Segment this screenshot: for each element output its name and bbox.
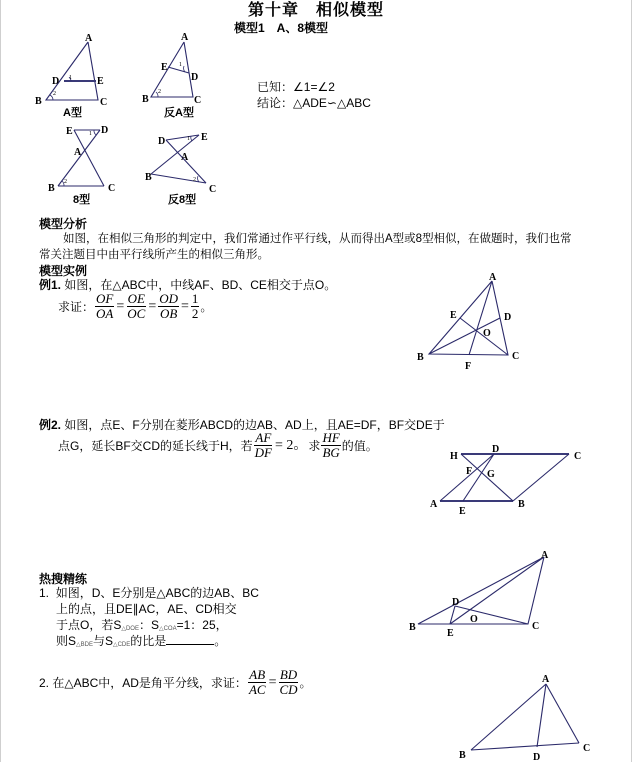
segment-bc xyxy=(471,743,579,750)
label-d: D xyxy=(158,136,166,147)
label-c: C xyxy=(108,183,116,194)
practice-heading: 热搜精练 xyxy=(39,572,88,586)
caption-reverse-eight-type: 反8型 xyxy=(168,194,197,206)
fraction-numerator: AB xyxy=(249,667,266,682)
triangle-abc xyxy=(429,281,508,355)
label-angle-2: 2 xyxy=(64,179,67,185)
answer-blank[interactable] xyxy=(166,633,214,645)
example1-text: 如图，在△ABC中，中线AF、BD、CE相交于点O。 xyxy=(64,278,337,292)
chapter-title: 第十章 相似模型 xyxy=(248,2,385,19)
equals-sign: = xyxy=(268,674,277,690)
figure-a-type xyxy=(35,33,107,119)
model-title: 模型1 A、8模型 xyxy=(234,21,329,35)
angle-2-arc xyxy=(198,176,199,182)
fraction-denominator: CD xyxy=(279,682,298,697)
ask-text: 求 xyxy=(308,438,321,453)
label-e: E xyxy=(450,310,457,321)
fraction-bd-cd xyxy=(278,668,298,697)
label-angle-1: 1 xyxy=(69,75,72,81)
figure-eight-type xyxy=(48,125,115,206)
label-a: A xyxy=(542,674,550,685)
example1-figure xyxy=(417,272,519,372)
label-b: B xyxy=(518,499,525,510)
equals-sign: = xyxy=(116,298,125,314)
practice1-line2: 上的点，且DE∥AC，AE、CD相交 xyxy=(56,602,237,616)
label-f: F xyxy=(466,466,473,477)
fraction-hf-bg xyxy=(321,431,340,460)
label-angle-2: 2 xyxy=(53,91,56,97)
median-af xyxy=(469,281,492,355)
segment-cb xyxy=(513,454,569,501)
practice1-line4 xyxy=(56,633,226,653)
analysis-paragraph-line1: 如图，在相似三角形的判定中，我们常通过作平行线，从而得出A型或8型相似，在做题时，我们也常 xyxy=(63,233,572,245)
given-ratio-value: = 2。 xyxy=(275,437,308,453)
text-fragment: ：S xyxy=(138,618,159,632)
label-b: B xyxy=(417,352,424,363)
figure-reverse-eight-type xyxy=(145,132,216,206)
text-fragment: 。 xyxy=(214,634,227,648)
fraction-numerator: AF xyxy=(255,430,272,445)
label-angle-1: 1 xyxy=(179,62,182,68)
label-b: B xyxy=(35,96,42,107)
fraction-numerator: OF xyxy=(96,291,114,306)
label-o: O xyxy=(483,328,491,339)
text-fragment: 则S xyxy=(56,634,77,648)
conclusion-value: △ADE∽△ABC xyxy=(293,96,371,110)
label-c: C xyxy=(209,184,217,195)
text-fragment: =1：25， xyxy=(176,618,228,632)
label-c: C xyxy=(583,743,591,754)
segment-ab xyxy=(471,684,546,750)
figure-reverse-a-type xyxy=(142,32,201,119)
period: 。 xyxy=(200,299,213,314)
label-h: H xyxy=(450,451,458,462)
caption-reverse-a-type: 反A型 xyxy=(164,107,194,119)
fraction-denominator: OA xyxy=(96,306,114,321)
label-e: E xyxy=(201,132,208,143)
label-g: G xyxy=(487,469,495,480)
given-line xyxy=(257,79,335,95)
label-c: C xyxy=(532,621,540,632)
fraction-denominator: 2 xyxy=(191,306,199,321)
fraction-denominator: BG xyxy=(322,445,340,460)
subscript-bde: △BDE xyxy=(76,642,93,648)
analysis-heading: 模型分析 xyxy=(39,217,88,231)
label-d: D xyxy=(191,72,199,83)
label-d: D xyxy=(492,444,500,455)
label-b: B xyxy=(142,94,149,105)
equals-sign: = xyxy=(181,298,189,314)
example2-text-line2: 点G，延长BF交CD的延长线于H，若 xyxy=(58,438,253,453)
fraction-numerator: OE xyxy=(127,291,145,306)
fraction-denominator: AC xyxy=(248,682,266,697)
fraction-denominator: DF xyxy=(254,445,273,460)
label-c: C xyxy=(194,95,202,106)
practice2-text: 在△ABC中，AD是角平分线，求证： xyxy=(52,675,247,690)
label-b: B xyxy=(409,622,416,633)
practice1-number: 1. xyxy=(39,586,50,600)
fraction-numerator: BD xyxy=(279,667,298,682)
fraction-numerator: OD xyxy=(159,291,179,306)
fraction-of-oa xyxy=(95,292,114,321)
fraction-af-df xyxy=(254,431,273,460)
fraction-oe-oc xyxy=(126,292,146,321)
label-c: C xyxy=(574,451,582,462)
label-angle-1: 1 xyxy=(89,131,92,137)
label-a: A xyxy=(181,32,189,43)
angle-1-arc xyxy=(191,136,192,141)
practice2-statement xyxy=(39,668,312,697)
label-e: E xyxy=(447,628,454,639)
label-e: E xyxy=(97,76,104,87)
label-d: D xyxy=(52,76,60,87)
label-a: A xyxy=(541,550,549,561)
label-e: E xyxy=(66,126,73,137)
conclusion-label: 结论： xyxy=(257,96,294,110)
text-fragment: 于点O，若S xyxy=(56,618,122,632)
example2-figure xyxy=(430,444,581,517)
fraction-denominator: OC xyxy=(127,306,146,321)
fraction-od-ob xyxy=(158,292,179,321)
label-c: C xyxy=(512,351,520,362)
caption-a-type: A型 xyxy=(63,107,82,119)
segment-ad xyxy=(537,684,546,747)
given-value: ∠1=∠2 xyxy=(293,80,335,94)
segment-dc xyxy=(455,606,528,624)
given-label: 已知： xyxy=(257,80,294,94)
text-fragment: 的比是 xyxy=(130,634,167,648)
fraction-one-half xyxy=(191,292,200,321)
label-angle-2: 2 xyxy=(158,89,161,95)
example1-statement xyxy=(39,277,336,293)
label-d: D xyxy=(533,752,541,762)
analysis-paragraph-line2: 常关注题目中由平行线所产生的相似三角形。 xyxy=(39,249,269,261)
label-angle-2: 2 xyxy=(193,177,196,183)
prove-label: 求证： xyxy=(58,299,95,314)
example2-text-line1: 如图，点E、F分别在菱形ABCD的边AB、AD上，且AE=DF，BF交DE于 xyxy=(64,418,445,432)
label-b: B xyxy=(459,750,466,761)
segment-ac xyxy=(546,684,579,743)
label-d: D xyxy=(452,597,460,608)
practice2-number: 2. xyxy=(39,675,50,690)
label-a: A xyxy=(489,272,497,283)
practice1-text-line1: 如图，D、E分别是△ABC的边AB、BC xyxy=(55,586,259,600)
subscript-dOE: △DOE xyxy=(121,626,139,632)
label-d: D xyxy=(101,125,109,136)
triangle-abc xyxy=(418,557,544,624)
angle-1-arc xyxy=(94,130,96,135)
fraction-denominator: OB xyxy=(159,306,178,321)
label-o: O xyxy=(470,614,478,625)
subscript-cde: △CDE xyxy=(112,642,131,648)
label-b: B xyxy=(145,172,152,183)
fraction-numerator: HF xyxy=(322,430,340,445)
practice1-figure xyxy=(409,550,549,639)
equals-sign: = xyxy=(148,298,157,314)
label-d: D xyxy=(504,312,512,323)
fraction-ab-ac xyxy=(248,668,267,697)
example1-label: 例1. xyxy=(39,278,62,292)
label-e: E xyxy=(161,62,168,73)
fraction-numerator: 1 xyxy=(191,291,199,306)
example1-prove xyxy=(58,292,212,321)
caption-eight-type: 8型 xyxy=(73,194,91,206)
practice2-figure xyxy=(459,674,590,762)
text-fragment: 与S xyxy=(92,634,113,648)
examples-heading: 模型实例 xyxy=(39,264,88,278)
label-a: A xyxy=(430,499,438,510)
conclusion-line xyxy=(257,95,371,111)
label-e: E xyxy=(459,506,466,517)
label-a: A xyxy=(181,152,189,163)
label-b: B xyxy=(48,183,55,194)
label-f: F xyxy=(465,361,472,372)
example2-label: 例2. xyxy=(39,418,62,432)
subscript-coa: △COA xyxy=(158,626,177,632)
practice1-line1 xyxy=(39,585,259,601)
example2-text-end: 的值。 xyxy=(341,438,378,453)
period: 。 xyxy=(299,675,312,690)
label-a: A xyxy=(74,147,82,158)
label-angle-1: 1 xyxy=(187,136,190,142)
label-c: C xyxy=(100,97,108,108)
example2-line2 xyxy=(58,431,378,460)
label-a: A xyxy=(85,33,93,44)
